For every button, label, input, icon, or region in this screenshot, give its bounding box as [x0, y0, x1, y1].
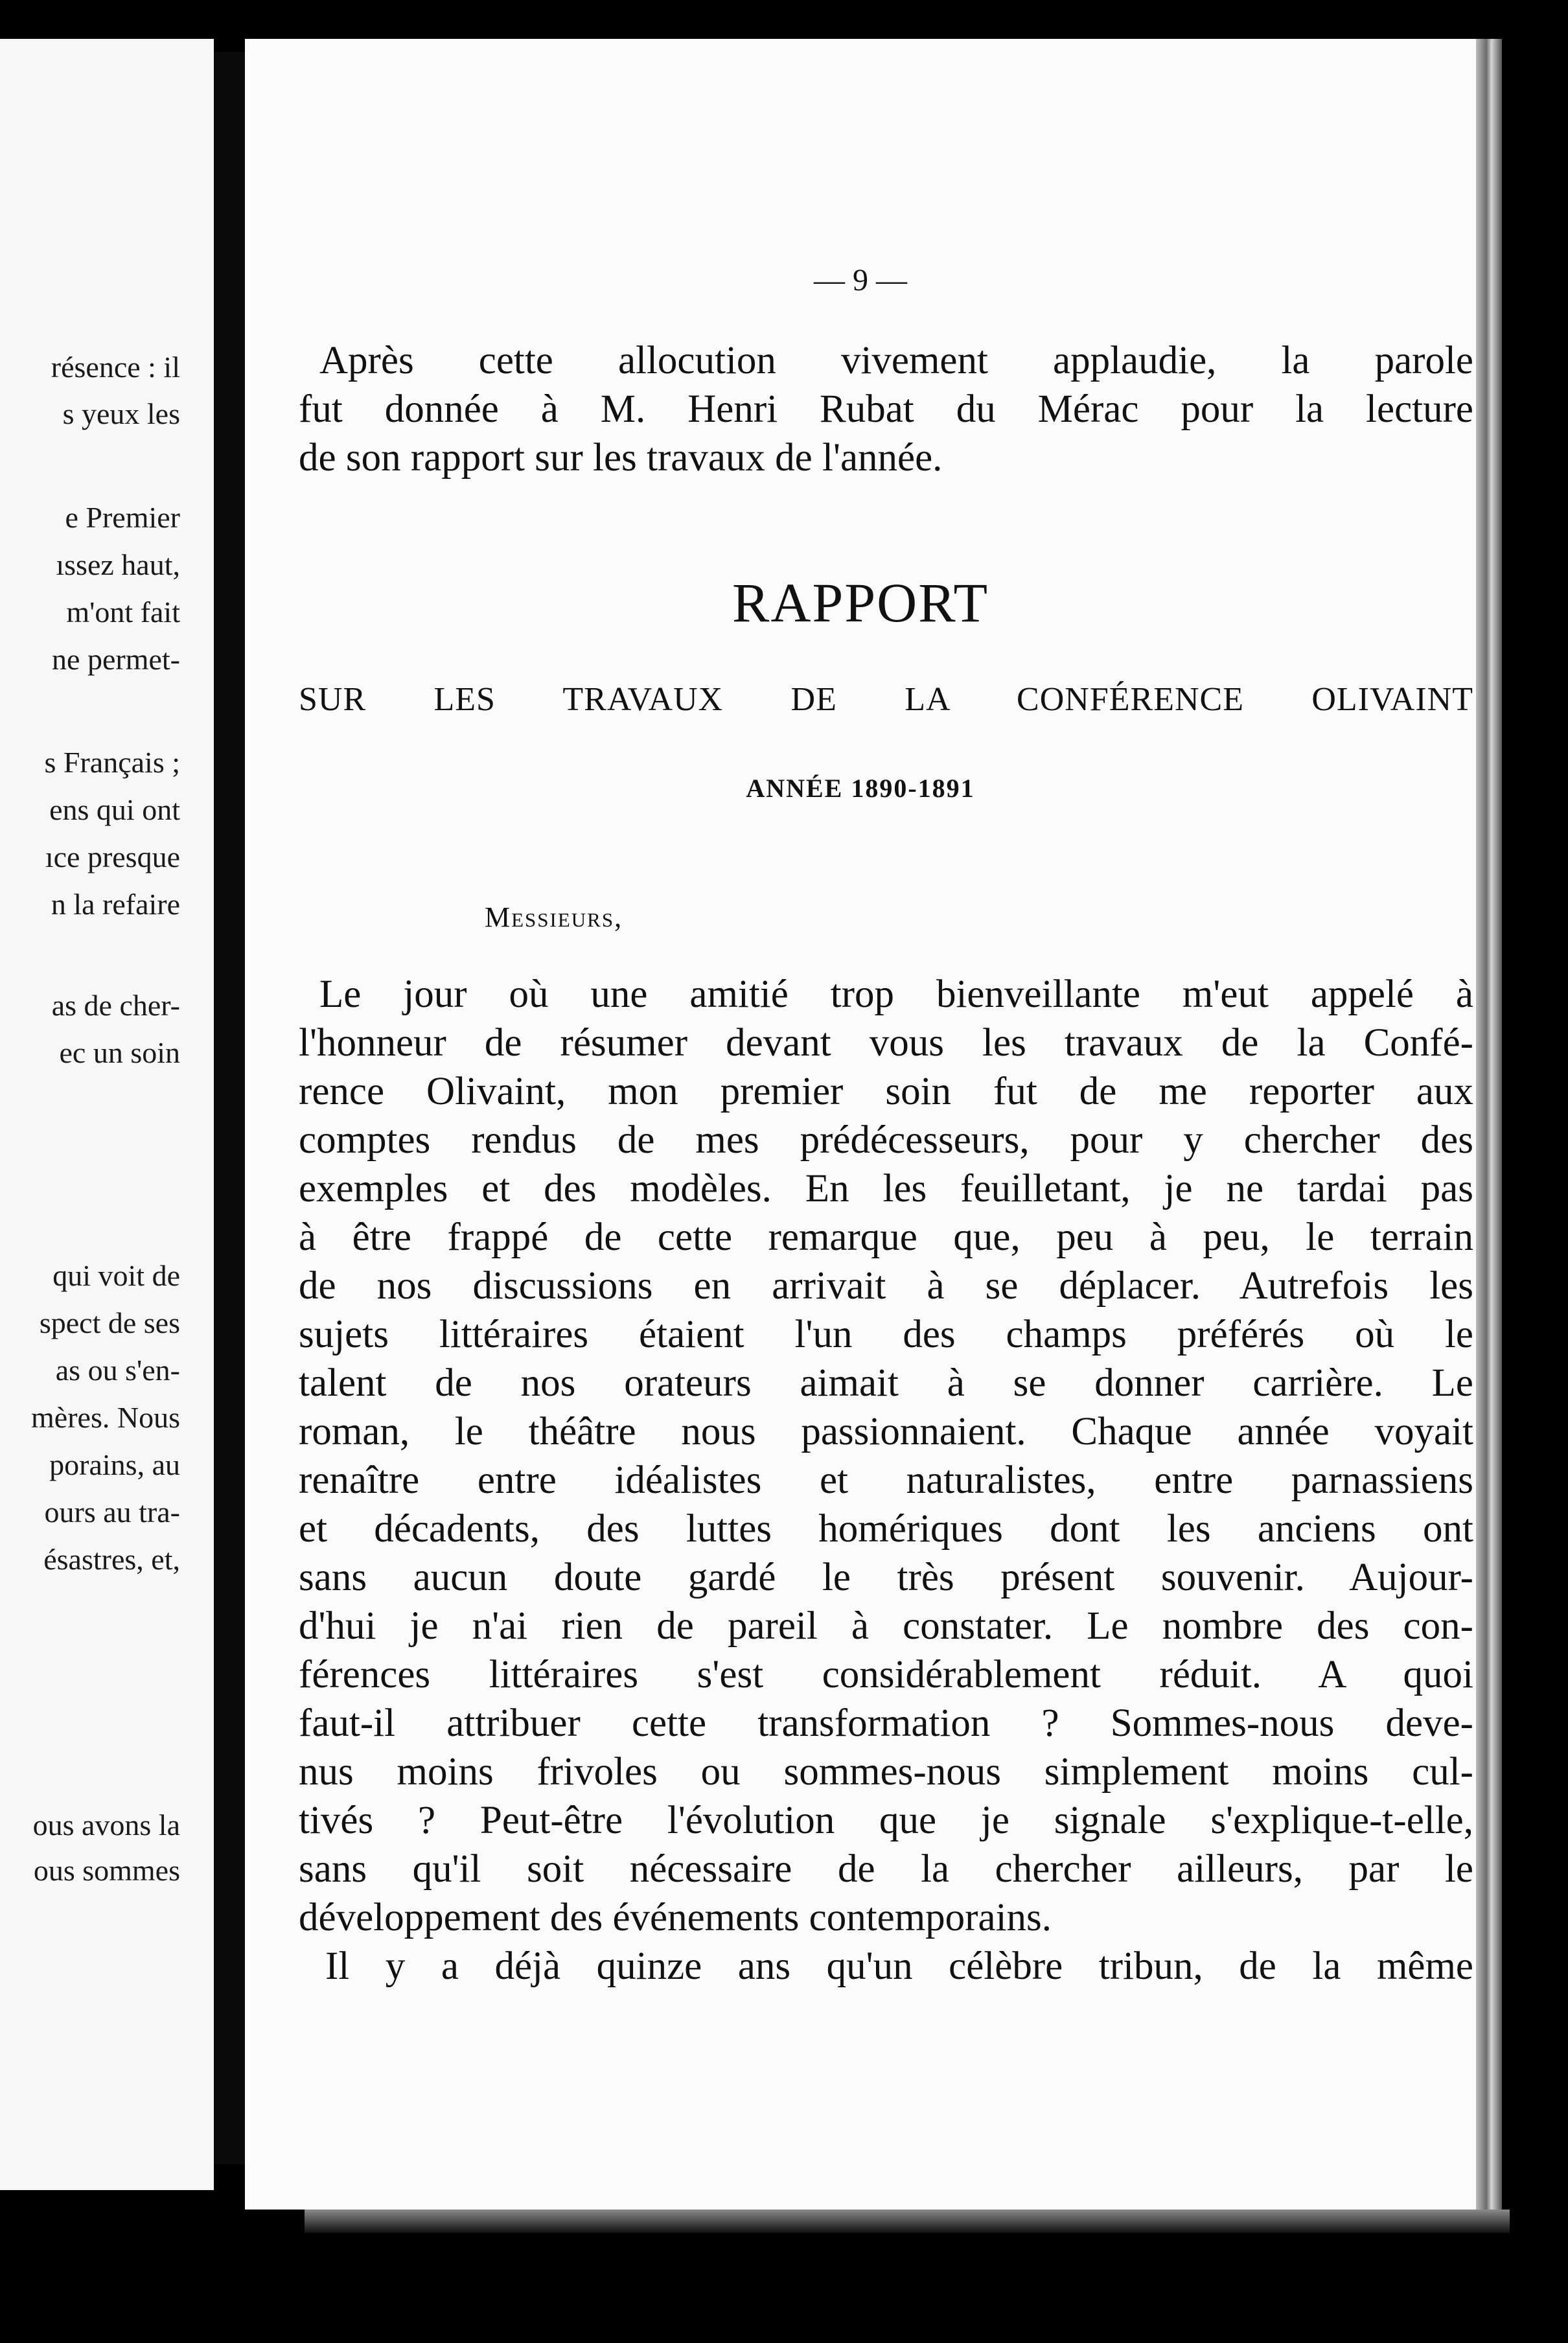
- prev-page-line: s yeux les: [62, 397, 180, 430]
- prev-page-line: m'ont fait: [66, 595, 180, 629]
- intro-line: de son rapport sur les travaux de l'année.: [299, 436, 943, 479]
- book-gutter: [214, 52, 245, 2164]
- body-line: roman, le théâtre nous passionnaient. Chaque année voyait: [299, 1410, 1473, 1453]
- prev-page-line: qui voit de: [52, 1259, 180, 1292]
- prev-page-line: s Français ;: [44, 746, 180, 779]
- prev-page-line: n la refaire: [51, 888, 180, 921]
- prev-page-line: ens qui ont: [49, 793, 180, 826]
- body-line: d'hui je n'ai rien de pareil à constater. Le nombre des con-: [299, 1604, 1473, 1648]
- body-line: comptes rendus de mes prédécesseurs, pour y chercher des: [299, 1118, 1473, 1162]
- body-line: Il y a déjà quinze ans qu'un célèbre tribun, de la même: [325, 1945, 1473, 1988]
- intro-line: fut donnée à M. Henri Rubat du Mérac pour la lecture: [299, 387, 1473, 431]
- previous-page: [0, 39, 214, 2190]
- body-line: férences littéraires s'est considérablement réduit. A quoi: [299, 1653, 1473, 1696]
- body-line: exemples et des modèles. En les feuilletant, je ne tardai pas: [299, 1167, 1473, 1210]
- report-title: RAPPORT: [732, 571, 989, 634]
- body-line: nus moins frivoles ou sommes-nous simplement moins cul-: [299, 1750, 1473, 1794]
- body-line: Le jour où une amitié trop bienveillante m'eut appelé à: [319, 973, 1473, 1016]
- prev-page-line: ne permet-: [52, 643, 180, 676]
- prev-page-line: ıce presque: [45, 840, 180, 873]
- body-line: tivés ? Peut-être l'évolution que je signale s'explique-t-elle,: [299, 1799, 1473, 1842]
- page-bottom-edge: [305, 2210, 1510, 2233]
- prev-page-line: ıssez haut,: [56, 548, 180, 581]
- intro-line: Après cette allocution vivement applaudie, la parole: [319, 339, 1473, 382]
- report-year: ANNÉE 1890-1891: [746, 774, 975, 803]
- body-line: sans qu'il soit nécessaire de la chercher ailleurs, par le: [299, 1847, 1473, 1891]
- body-line: sans aucun doute gardé le très présent souvenir. Aujour-: [299, 1556, 1473, 1599]
- prev-page-line: ours au tra-: [44, 1495, 180, 1529]
- page: [245, 39, 1476, 2210]
- body-line: et décadents, des luttes homériques dont les anciens ont: [299, 1507, 1473, 1551]
- prev-page-line: porains, au: [49, 1448, 180, 1481]
- body-line: renaître entre idéalistes et naturalistes, entre parnassiens: [299, 1459, 1473, 1502]
- prev-page-line: e Premier: [65, 501, 180, 534]
- prev-page-line: résence : il: [51, 351, 180, 384]
- prev-page-line: mères. Nous: [31, 1401, 180, 1434]
- prev-page-line: ous sommes: [33, 1854, 180, 1887]
- report-subtitle: SUR LES TRAVAUX DE LA CONFÉRENCE OLIVAINT: [299, 681, 1473, 718]
- prev-page-line: ous avons la: [32, 1808, 180, 1841]
- body-line: rence Olivaint, mon premier soin fut de me reporter aux: [299, 1070, 1473, 1113]
- page-edge: [1476, 39, 1502, 2210]
- body-line: sujets littéraires étaient l'un des champs préférés où le: [299, 1313, 1473, 1356]
- body-line: développement des événements contemporains.: [299, 1896, 1052, 1939]
- prev-page-line: ésastres, et,: [43, 1543, 180, 1576]
- prev-page-line: spect de ses: [39, 1306, 180, 1339]
- salutation: Messieurs,: [485, 901, 623, 933]
- body-line: de nos discussions en arrivait à se déplacer. Autrefois les: [299, 1264, 1473, 1308]
- page-number: — 9 —: [814, 263, 907, 297]
- prev-page-line: ec un soin: [59, 1036, 180, 1069]
- body-line: talent de nos orateurs aimait à se donner carrière. Le: [299, 1361, 1473, 1405]
- prev-page-line: as de cher-: [51, 989, 180, 1022]
- body-line: l'honneur de résumer devant vous les travaux de la Confé-: [299, 1021, 1473, 1065]
- body-line: à être frappé de cette remarque que, peu à peu, le terrain: [299, 1216, 1473, 1259]
- prev-page-line: as ou s'en-: [55, 1354, 180, 1387]
- body-line: faut-il attribuer cette transformation ? Sommes-nous deve-: [299, 1702, 1473, 1745]
